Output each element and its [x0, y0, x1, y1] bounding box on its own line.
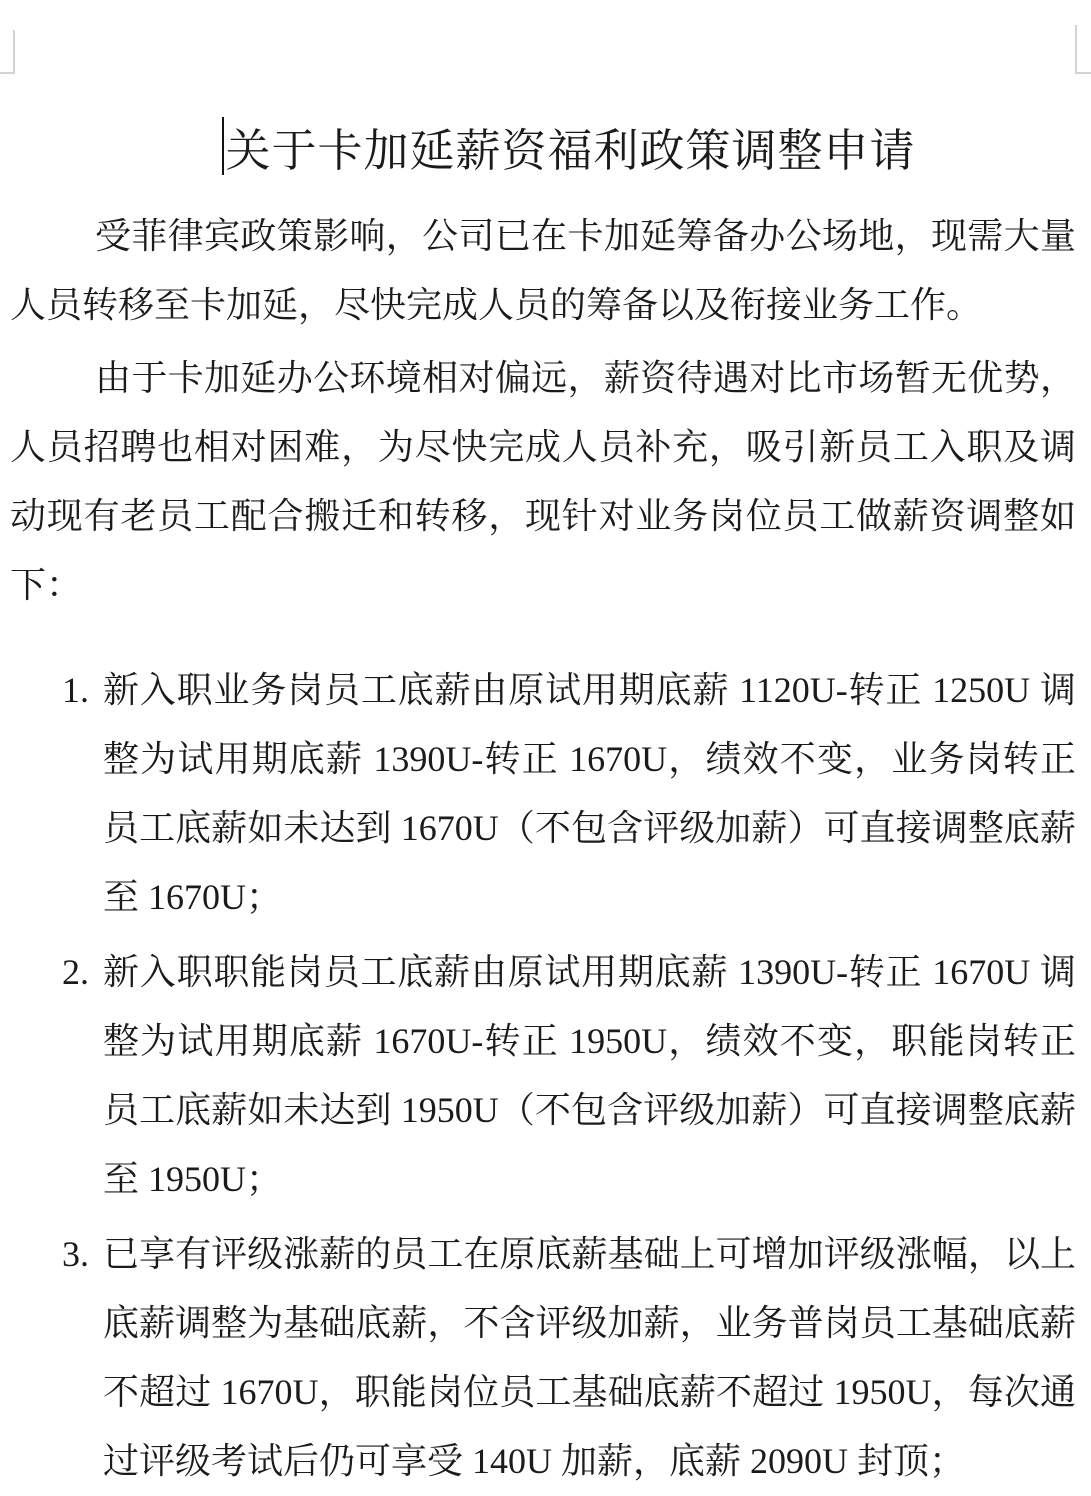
list-item-number: 3. [62, 1234, 89, 1274]
document-title-text: 关于卡加延薪资福利政策调整申请 [225, 126, 916, 176]
list-item[interactable] [10, 1220, 1076, 1496]
list-item-text: 新入职职能岗员工底薪由原试用期底薪 1390U-转正 1670U 调整为试用期底薪 1670U-转正 1950U，绩效不变，职能岗转正员工底薪如未达到 1950U（不包含评级加薪）可直接调整底薪至 1950U； [103, 952, 1076, 1199]
paragraph-intro[interactable]: 受菲律宾政策影响，公司已在卡加延筹备办公场地，现需大量人员转移至卡加延，尽快完成人员的筹备以及衔接业务工作。 [10, 216, 1076, 325]
list-item-text: 新入职业务岗员工底薪由原试用期底薪 1120U-转正 1250U 调整为试用期底薪 1390U-转正 1670U，绩效不变，业务岗转正员工底薪如未达到 1670U（不包含评级加薪）可直接调整底薪至 1670U； [103, 670, 1076, 917]
page-margin-corner-left-icon [0, 30, 15, 74]
document-title[interactable] [10, 117, 1076, 186]
paragraph-reason[interactable]: 由于卡加延办公环境相对偏远，薪资待遇对比市场暂无优势，人员招聘也相对困难，为尽快完成人员补充，吸引新员工入职及调动现有老员工配合搬迁和转移，现针对业务岗位员工做薪资调整如下： [10, 358, 1076, 605]
page-margin-corner-right-icon [1075, 25, 1091, 74]
list-item-text: 已享有评级涨薪的员工在原底薪基础上可增加评级涨幅，以上底薪调整为基础底薪，不含评级加薪，业务普岗员工基础底薪不超过 1670U，职能岗位员工基础底薪不超过 1950U，每次通过评级考试后仍可享受 140U 加薪，底薪 2090U 封顶； [103, 1234, 1076, 1481]
list-item-number: 2. [62, 952, 89, 992]
list-item[interactable] [10, 938, 1076, 1214]
list-item[interactable] [10, 656, 1076, 932]
list-item-number: 1. [62, 670, 89, 710]
document-body[interactable] [10, 117, 1076, 1496]
salary-adjustment-list [10, 656, 1076, 1496]
